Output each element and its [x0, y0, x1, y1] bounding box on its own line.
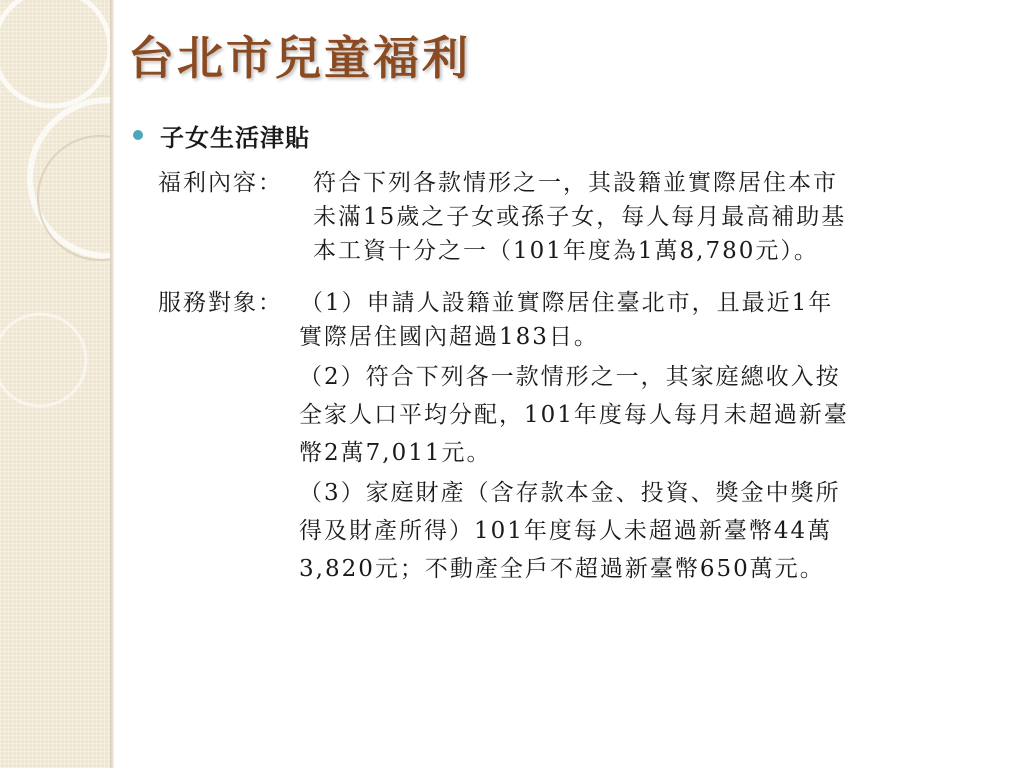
target-line: （1）申請人設籍並實際居住臺北市，且最近1年 — [300, 290, 834, 316]
target-line: 得及財產所得）101年度每人未超過新臺幣44萬 — [299, 518, 833, 544]
content-line: 符合下列各款情形之一，其設籍並實際居住本市 — [313, 170, 838, 196]
decorative-side-panel — [0, 0, 110, 768]
target-line: 全家人口平均分配，101年度每人每月未超過新臺 — [299, 402, 849, 428]
target-line: 幣2萬7,011元。 — [299, 440, 492, 466]
content-label: 福利內容： — [158, 170, 283, 196]
content-line: 本工資十分之一（101年度為1萬8,780元）。 — [313, 238, 819, 264]
target-line: 實際居住國內超過183日。 — [299, 324, 599, 350]
decorative-circles — [0, 0, 110, 768]
target-line: （2）符合下列各一款情形之一，其家庭總收入按 — [299, 364, 841, 390]
slide-title: 台北市兒童福利 — [128, 31, 471, 85]
bullet-dot-icon — [133, 130, 143, 140]
target-label: 服務對象： — [158, 290, 283, 316]
content-line: 未滿15歲之子女或孫子女，每人每月最高補助基 — [313, 204, 847, 230]
bullet-item — [133, 118, 310, 152]
bullet-heading: 子女生活津貼 — [160, 122, 310, 152]
target-line: （3）家庭財產（含存款本金、投資、獎金中獎所 — [299, 480, 841, 506]
side-panel-edge — [110, 0, 114, 768]
target-line: 3,820元；不動產全戶不超過新臺幣650萬元。 — [299, 556, 825, 582]
